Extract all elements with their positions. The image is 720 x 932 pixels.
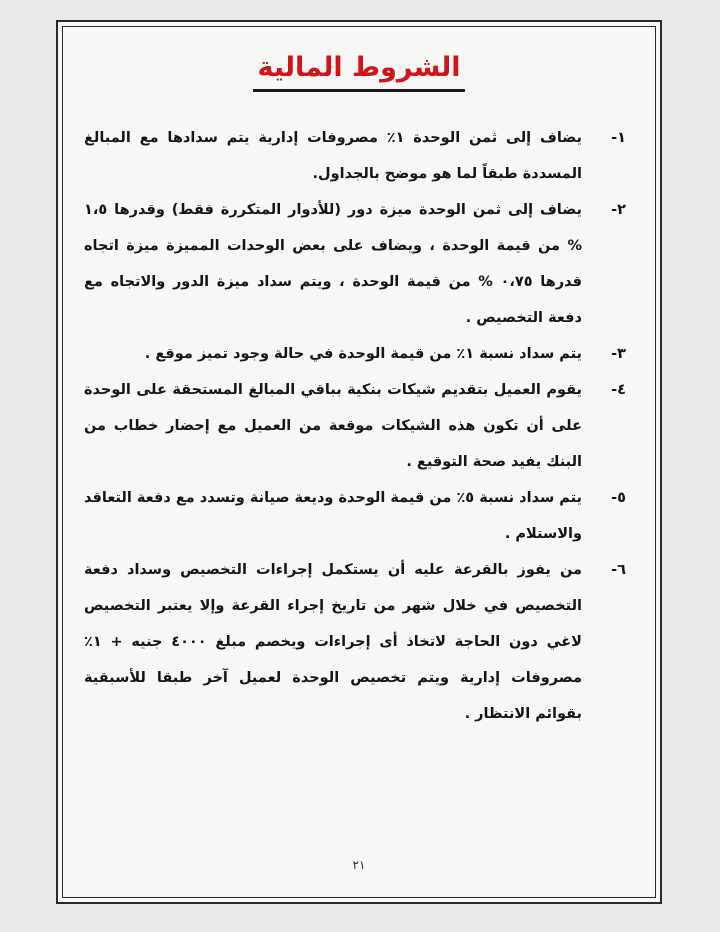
item-text: يضاف إلى ثمن الوحدة ١٪ مصروفات إدارية يتم سدادها مع المبالغ المسددة طبقاً لما هو موضح بالجداول. [84,130,582,182]
list-item-3 [84,336,626,372]
list-item-4 [84,372,626,480]
list-item-6 [84,552,626,732]
terms-list [84,120,626,732]
item-number: ٤- [611,382,626,398]
list-item-5 [84,480,626,552]
item-text: يضاف إلى ثمن الوحدة ميزة دور (للأدوار المتكررة فقط) وقدرها ١،٥ % من قيمة الوحدة ، ويضاف على بعض الوحدات المميزة ميزة اتجاه قدرها ٠،٧٥ % من قيمة الوحدة ، ويتم سداد ميزة الدور والاتجاه مع دفعة التخصيص . [84,202,582,326]
item-number: ٦- [611,562,626,578]
item-number: ٢- [611,202,626,218]
item-text: من يفوز بالقرعة عليه أن يستكمل إجراءات التخصيص وسداد دفعة التخصيص في خلال شهر من تاريخ إجراء القرعة وإلا يعتبر التخصيص لاغي دون الحاجة لاتخاذ أى إجراءات ويخصم مبلغ ٤٠٠٠ جنيه + ١٪ مصروفات إدارية ويتم تخصيص الوحدة لعميل آخر طبقا للأسبقية بقوائم الانتظار . [84,562,582,722]
item-number: ٥- [611,490,626,506]
item-text: يتم سداد نسبة ١٪ من قيمة الوحدة في حالة وجود تميز موقع . [144,346,582,362]
item-text: يتم سداد نسبة ٥٪ من قيمة الوحدة وديعة صيانة وتسدد مع دفعة التعاقد والاستلام . [84,490,582,542]
page-number: ٢١ [352,858,366,872]
page-title [58,48,660,92]
item-text: يقوم العميل بتقديم شيكات بنكية بباقي المبالغ المستحقة على الوحدة على أن تكون هذه الشيكات موقعة من العميل مع إحضار خطاب من البنك يفيد صحة التوقيع . [84,382,582,470]
item-number: ٣- [611,346,626,362]
list-item-1 [84,120,626,192]
item-number: ١- [611,130,626,146]
list-item-2 [84,192,626,336]
title-text: الشروط المالية [253,48,464,92]
page-frame [56,20,662,904]
